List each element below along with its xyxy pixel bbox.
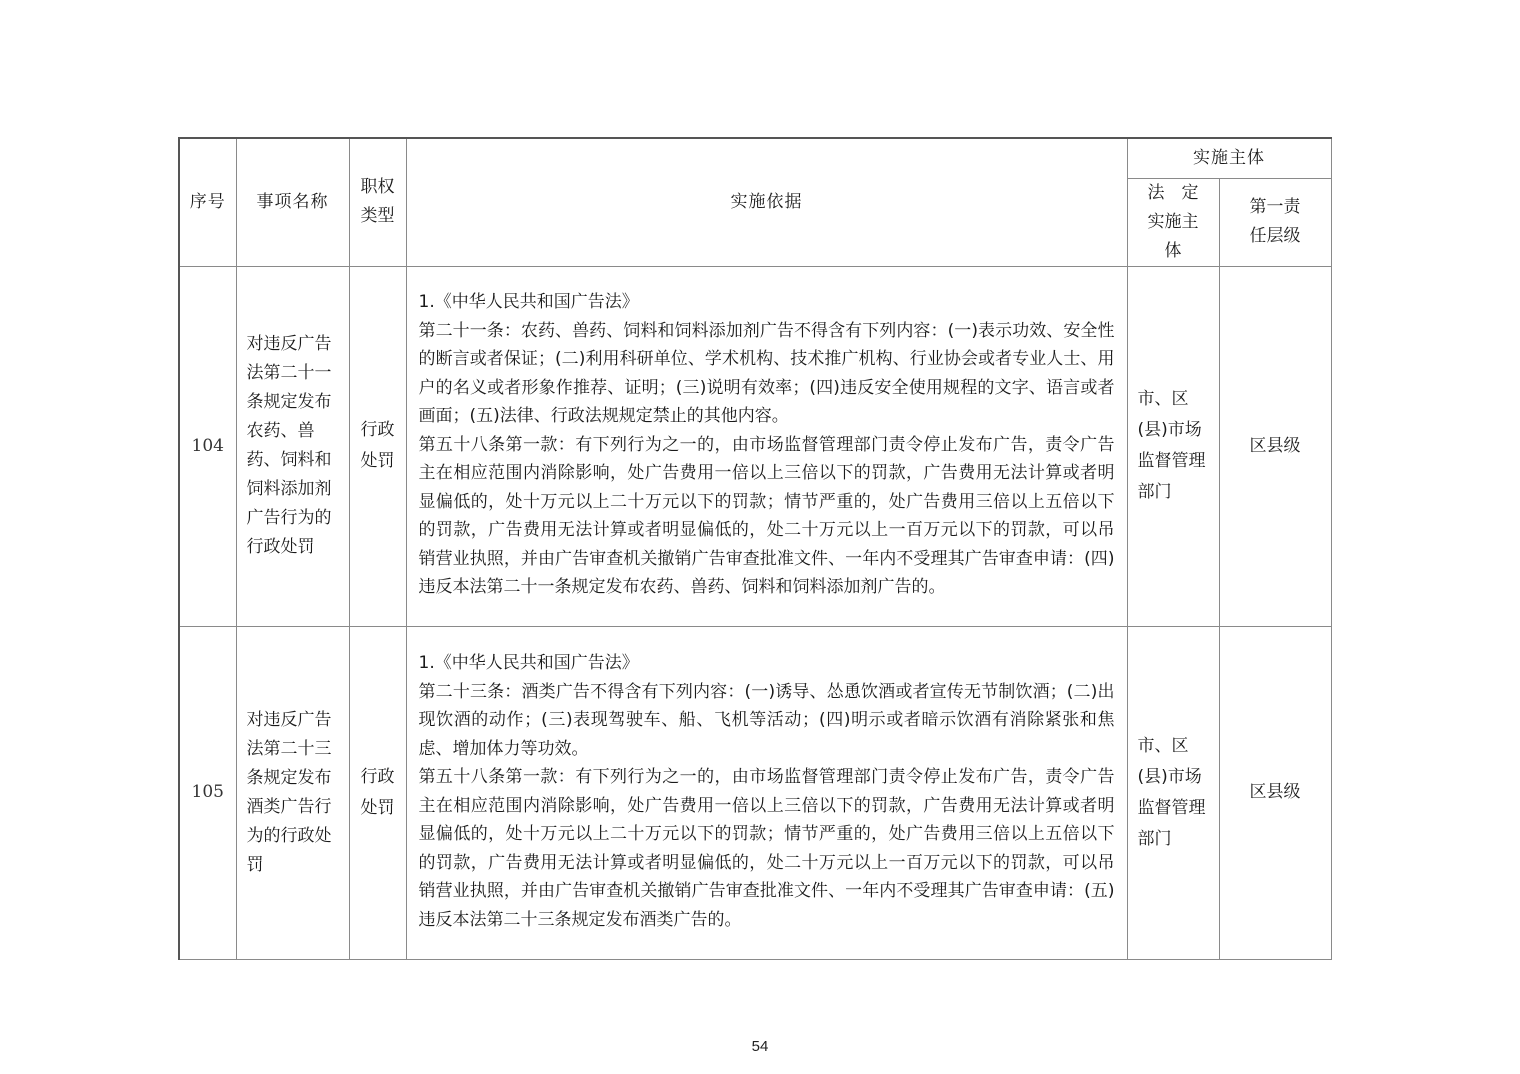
header-subject-group: 实施主体 bbox=[1127, 138, 1331, 178]
row-basis bbox=[406, 266, 1127, 626]
law-title: 1.《中华人民共和国广告法》 bbox=[418, 292, 639, 313]
row-item-name bbox=[236, 266, 349, 626]
header-power-type-text: 职权类型 bbox=[360, 177, 395, 227]
row-legal-subject-text: 市、区(县)市场监督管理部门 bbox=[1137, 735, 1206, 849]
article-main: 第二十三条：酒类广告不得含有下列内容：(一)诱导、怂恿饮酒或者宣传无节制饮酒；(二)出现饮酒的动作；(三)表现驾驶车、船、飞机等活动；(四)明示或者暗示饮酒有消除紧张和焦虑、增加体力等功效。 bbox=[418, 681, 1115, 759]
header-seq: 序号 bbox=[179, 138, 236, 266]
header-item-name: 事项名称 bbox=[236, 138, 349, 266]
row-power-type-text: 行政处罚 bbox=[360, 420, 395, 471]
row-legal-subject bbox=[1127, 626, 1219, 959]
row-item-name bbox=[236, 626, 349, 959]
header-row-1 bbox=[179, 138, 1331, 178]
row-item-name-text: 对违反广告法第二十三条规定发布酒类广告行为的行政处罚 bbox=[246, 709, 332, 875]
row-item-name-text: 对违反广告法第二十一条规定发布农药、兽药、饲料和饲料添加剂广告行为的行政处罚 bbox=[246, 334, 332, 557]
header-power-type bbox=[349, 138, 406, 266]
header-basis: 实施依据 bbox=[406, 138, 1127, 266]
power-list-table bbox=[178, 137, 1332, 960]
article-main: 第二十一条：农药、兽药、饲料和饲料添加剂广告不得含有下列内容：(一)表示功效、安全性的断言或者保证；(二)利用科研单位、学术机构、技术推广机构、行业协会或者专业人士、用户的名义或者形象作推荐、证明；(三)说明有效率；(四)违反安全使用规程的文字、语言或者画面；(五)法律、行政法规规定禁止的其他内容。 bbox=[418, 320, 1115, 427]
table-row bbox=[179, 626, 1331, 959]
row-power-type bbox=[349, 266, 406, 626]
header-legal-subject bbox=[1127, 178, 1219, 266]
row-legal-subject-text: 市、区(县)市场监督管理部门 bbox=[1137, 389, 1206, 502]
row-power-type bbox=[349, 626, 406, 959]
law-title: 1.《中华人民共和国广告法》 bbox=[418, 653, 639, 673]
header-legal-subject-text: 法 定实施主体 bbox=[1147, 182, 1199, 261]
article-penalty: 第五十八条第一款：有下列行为之一的，由市场监督管理部门责令停止发布广告，责令广告主在相应范围内消除影响，处广告费用一倍以上三倍以下的罚款，广告费用无法计算或者明显偏低的，处十万元以上二十万元以下的罚款；情节严重的，处广告费用三倍以上五倍以下的罚款，广告费用无法计算或者明显偏低的，处二十万元以上一百万元以下的罚款，可以吊销营业执照，并由广告审查机关撤销广告审查批准文件、一年内不受理其广告审查申请：(四)违反本法第二十一条规定发布农药、兽药、饲料和饲料添加剂广告的。 bbox=[418, 434, 1115, 598]
row-first-level: 区县级 bbox=[1219, 626, 1331, 959]
row-legal-subject bbox=[1127, 266, 1219, 626]
row-first-level: 区县级 bbox=[1219, 266, 1331, 626]
article-penalty: 第五十八条第一款：有下列行为之一的，由市场监督管理部门责令停止发布广告，责令广告主在相应范围内消除影响，处广告费用一倍以上三倍以下的罚款，广告费用无法计算或者明显偏低的，处十万元以上二十万元以下的罚款；情节严重的，处广告费用三倍以上五倍以下的罚款，广告费用无法计算或者明显偏低的，处二十万元以上一百万元以下的罚款，可以吊销营业执照，并由广告审查机关撤销广告审查批准文件、一年内不受理其广告审查申请：(五)违反本法第二十三条规定发布酒类广告的。 bbox=[418, 767, 1115, 930]
row-power-type-text: 行政处罚 bbox=[360, 766, 395, 818]
row-seq: 105 bbox=[179, 626, 236, 959]
row-basis bbox=[406, 626, 1127, 959]
header-first-level-text: 第一责任层级 bbox=[1249, 197, 1301, 246]
header-first-level bbox=[1219, 178, 1331, 266]
row-seq: 104 bbox=[179, 266, 236, 626]
page-number: 54 bbox=[751, 1038, 769, 1055]
table-row bbox=[179, 266, 1331, 626]
